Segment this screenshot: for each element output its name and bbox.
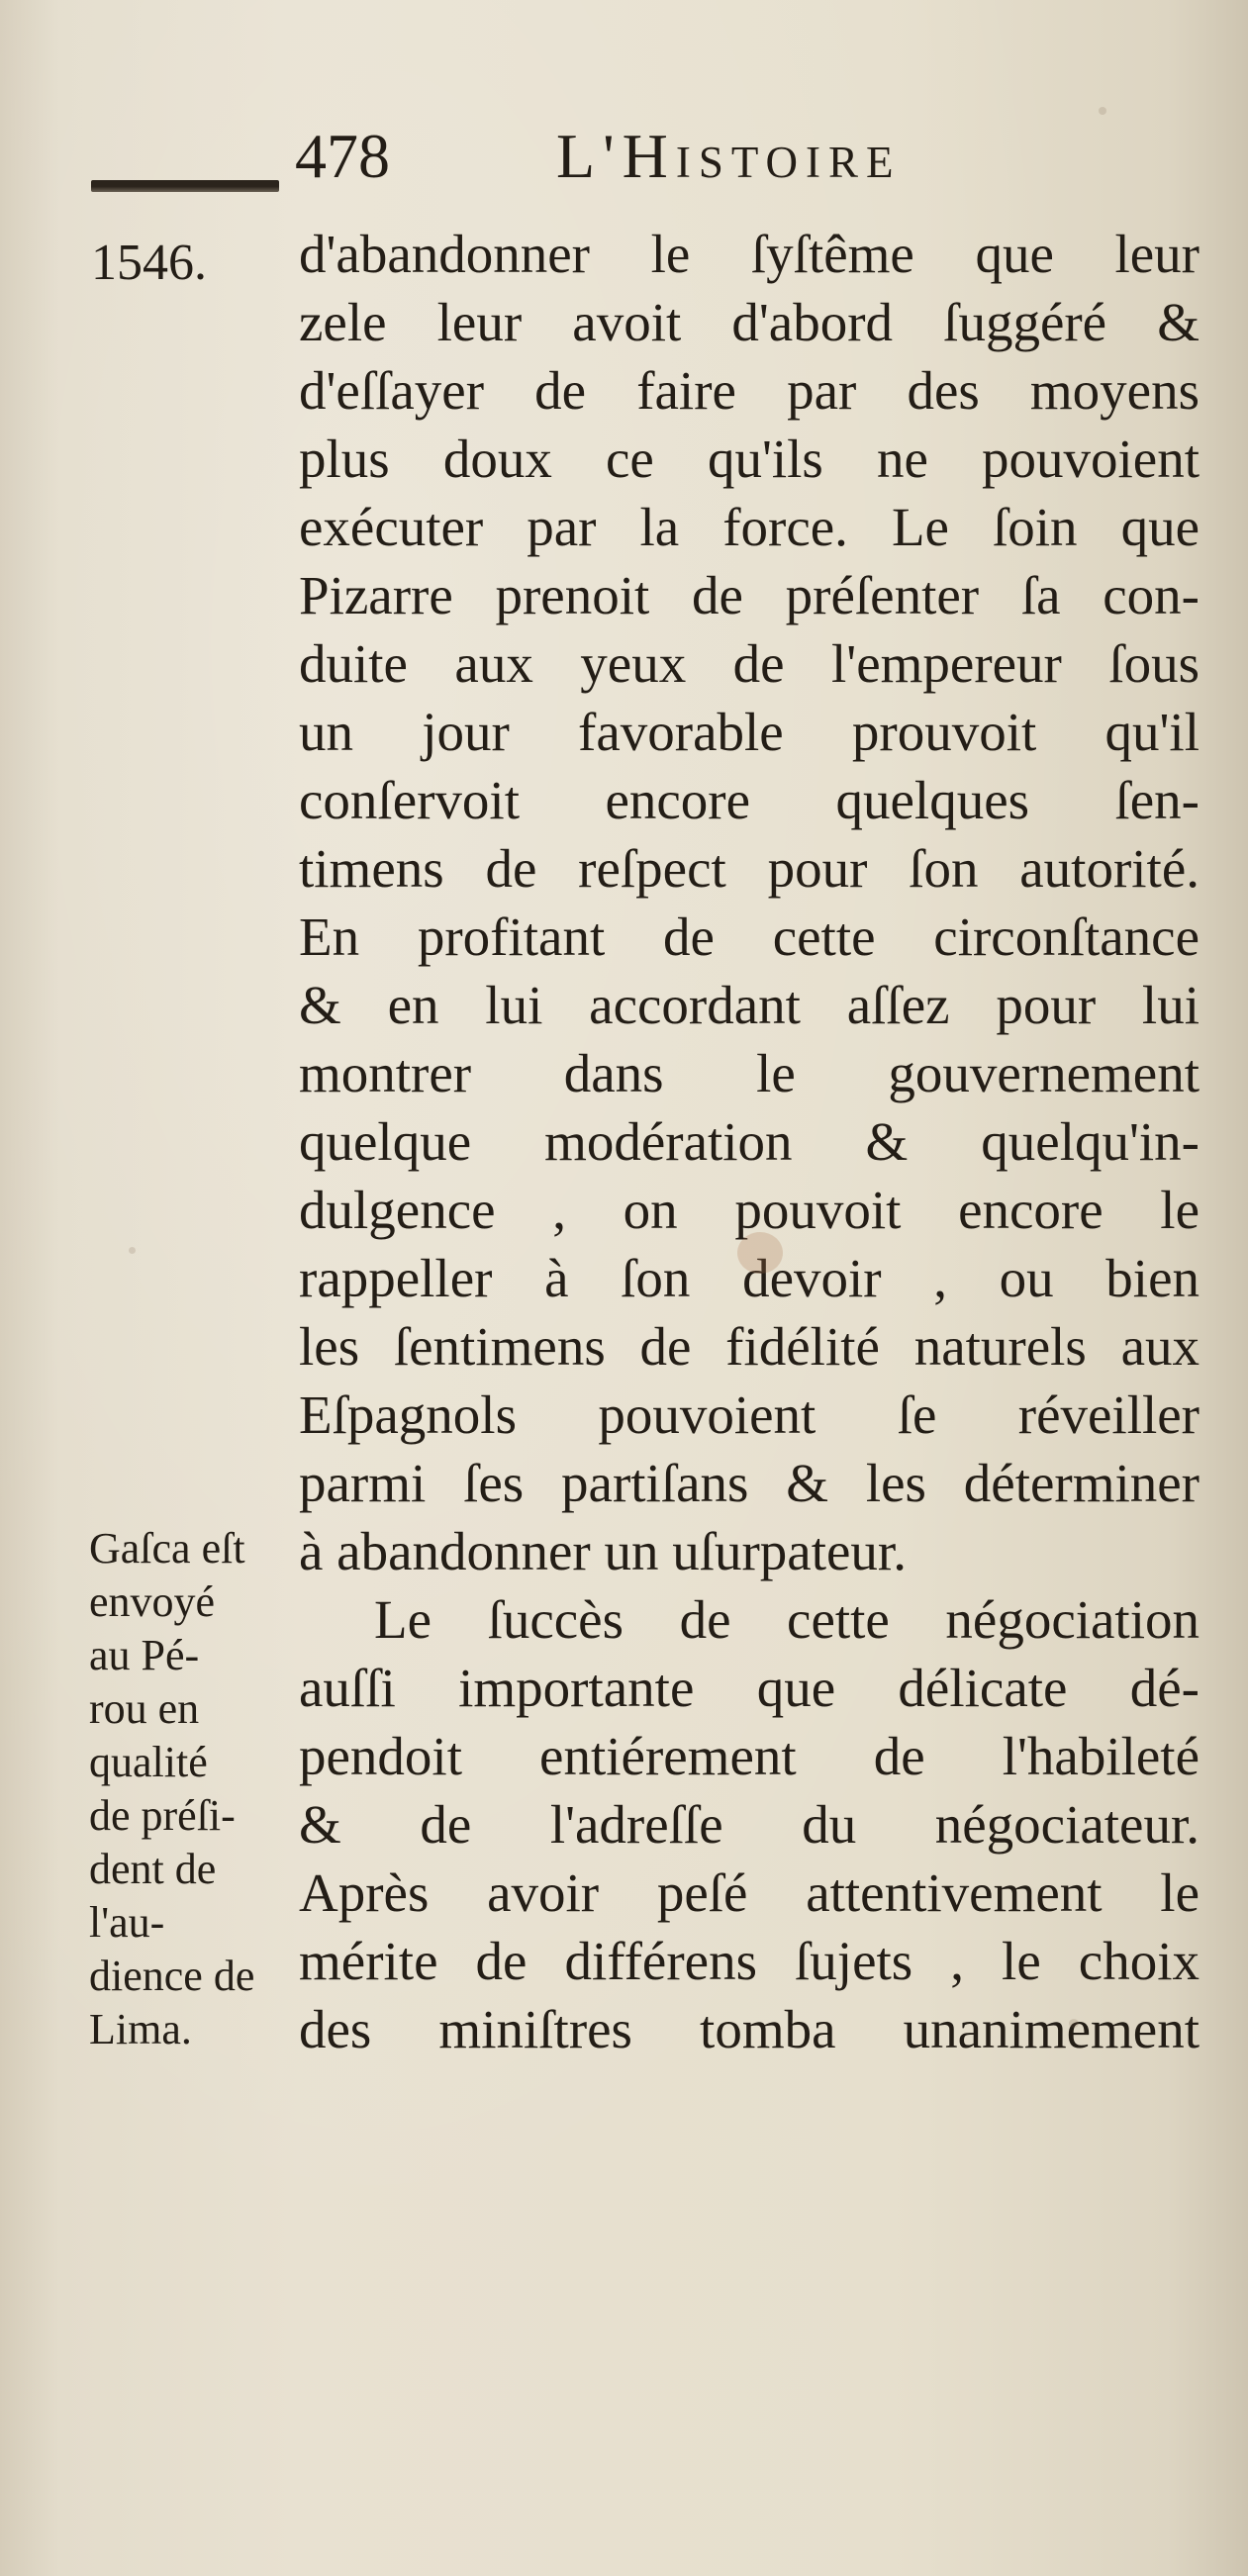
text-line: En profitant de cette circonſtance bbox=[299, 906, 1200, 967]
margin-note bbox=[89, 1522, 299, 2056]
page-number: 478 bbox=[295, 121, 390, 191]
margin-note-line: au Pé- bbox=[89, 1631, 200, 1679]
paper-stain bbox=[737, 1232, 783, 1274]
text-line: plus doux ce qu'ils ne pouvoient bbox=[299, 429, 1200, 489]
margin-note-line: de préſi- bbox=[89, 1791, 236, 1840]
margin-note-line: dience de bbox=[89, 1952, 255, 2000]
running-title: L'Histoire bbox=[556, 121, 902, 191]
margin-note-line: Lima. bbox=[89, 2005, 192, 2053]
text-line: zele leur avoit d'abord ſuggéré & bbox=[299, 292, 1200, 352]
text-line: Pizarre prenoit de préſenter ſa con- bbox=[299, 565, 1200, 625]
text-line: d'eſſayer de faire par des moyens bbox=[299, 360, 1200, 421]
text-line: & de l'adreſſe du négociateur. bbox=[299, 1794, 1200, 1855]
body-text bbox=[299, 220, 1200, 2063]
text-line: Le ſuccès de cette négociation bbox=[374, 1589, 1200, 1650]
margin-year: 1546. bbox=[91, 235, 207, 291]
text-line: à abandonner un uſurpateur. bbox=[299, 1521, 907, 1581]
text-line: conſervoit encore quelques ſen- bbox=[299, 770, 1200, 830]
text-line: mérite de différens ſujets , le choix bbox=[299, 1931, 1200, 1991]
text-line: parmi ſes partiſans & les déterminer bbox=[299, 1453, 1200, 1513]
margin-note-line: dent de bbox=[89, 1845, 217, 1893]
paper-spot bbox=[129, 1247, 136, 1254]
text-line: & en lui accordant aſſez pour lui bbox=[299, 975, 1200, 1035]
text-line: les ſentimens de fidélité naturels aux bbox=[299, 1316, 1200, 1377]
text-line: des miniſtres tomba unanimement bbox=[299, 1999, 1200, 2059]
text-line: timens de reſpect pour ſon autorité. bbox=[299, 838, 1200, 899]
margin-note-line: qualité bbox=[89, 1738, 208, 1786]
paper-spot bbox=[1069, 2019, 1079, 2028]
text-line: d'abandonner le ſyſtême que leur bbox=[299, 224, 1200, 284]
margin-note-line: rou en bbox=[89, 1684, 200, 1733]
margin-note-line: l'au- bbox=[89, 1898, 165, 1947]
text-line: un jour favorable prouvoit qu'il bbox=[299, 702, 1200, 762]
text-line: quelque modération & quelqu'in- bbox=[299, 1111, 1200, 1172]
margin-note-line: envoyé bbox=[89, 1577, 216, 1626]
text-line: dulgence , on pouvoit encore le bbox=[299, 1180, 1200, 1240]
text-line: Eſpagnols pouvoient ſe réveiller bbox=[299, 1384, 1200, 1445]
text-line: montrer dans le gouvernement bbox=[299, 1043, 1200, 1103]
text-line: rappeller à ſon devoir , ou bien bbox=[299, 1248, 1200, 1308]
margin-note-line: Gaſca eſt bbox=[89, 1524, 245, 1573]
text-line: Après avoir peſé attentivement le bbox=[299, 1862, 1200, 1923]
text-line: pendoit entiérement de l'habileté bbox=[299, 1726, 1200, 1786]
header-rule bbox=[91, 180, 279, 192]
text-line: auſſi importante que délicate dé- bbox=[299, 1658, 1200, 1718]
text-line: exécuter par la force. Le ſoin que bbox=[299, 497, 1200, 557]
paper-spot bbox=[1099, 107, 1106, 115]
text-line: duite aux yeux de l'empereur ſous bbox=[299, 633, 1200, 694]
